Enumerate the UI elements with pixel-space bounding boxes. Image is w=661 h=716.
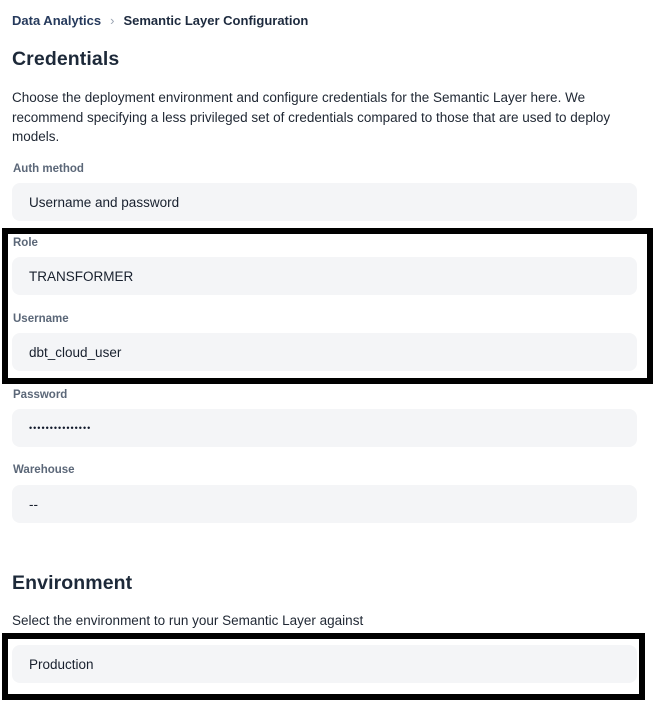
password-input[interactable] bbox=[12, 409, 637, 447]
auth-method-label: Auth method bbox=[13, 163, 84, 175]
environment-heading: Environment bbox=[12, 572, 133, 594]
credentials-heading: Credentials bbox=[12, 48, 120, 70]
username-label: Username bbox=[13, 313, 69, 325]
auth-method-input[interactable] bbox=[12, 183, 637, 221]
role-label: Role bbox=[13, 237, 38, 249]
warehouse-input[interactable] bbox=[12, 485, 637, 523]
breadcrumb bbox=[12, 13, 308, 28]
role-input[interactable] bbox=[12, 257, 637, 295]
warehouse-label: Warehouse bbox=[13, 464, 75, 476]
environment-description: Select the environment to run your Semantic Layer against bbox=[12, 613, 364, 628]
chevron-right-icon: › bbox=[110, 13, 115, 28]
breadcrumb-item-current: Semantic Layer Configuration bbox=[123, 13, 309, 28]
environment-input[interactable] bbox=[12, 645, 637, 683]
breadcrumb-item-data-analytics[interactable]: Data Analytics bbox=[12, 13, 102, 28]
credentials-description: Choose the deployment environment and configure credentials for the Semantic Layer here. We recommend specifying a less privileged set of credentials compared to those that are used to deploy models. bbox=[12, 90, 611, 144]
username-input[interactable] bbox=[12, 333, 637, 371]
password-label: Password bbox=[13, 389, 68, 401]
